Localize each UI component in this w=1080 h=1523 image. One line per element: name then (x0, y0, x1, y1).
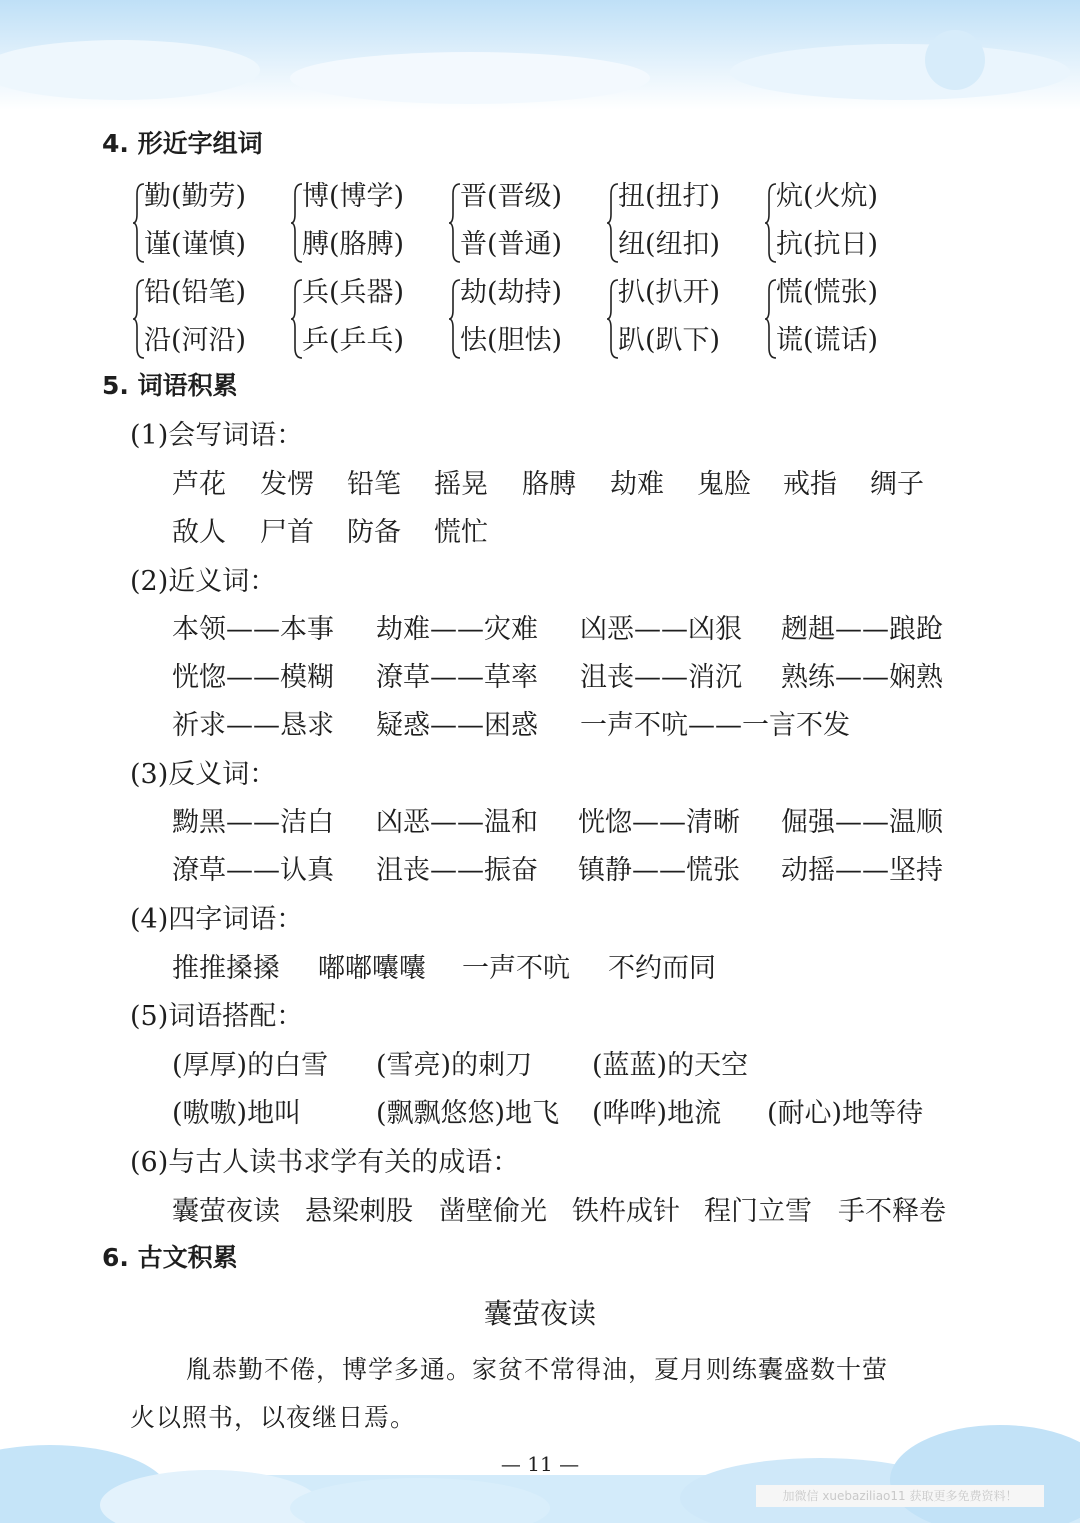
collocation-item: (嗷嗷)地叫 (172, 1098, 302, 1129)
char-pair (290, 182, 430, 274)
classical-text-title: 囊萤夜读 (483, 1297, 596, 1330)
antonym-pair: 沮丧——振奋 (376, 855, 538, 886)
antonym-pair: 黝黑——洁白 (172, 807, 334, 838)
antonym-pair: 倔强——温顺 (781, 807, 943, 838)
word-item: 鬼脸 (697, 469, 751, 500)
synonym-pair: 凶恶——凶狠 (580, 614, 742, 645)
word-item: 绸子 (870, 469, 924, 500)
antonym-pair: 镇静——慌张 (578, 855, 740, 886)
char-word-top: 勤(勤劳) (144, 181, 247, 212)
char-word-bottom: 趴(趴下) (618, 325, 721, 356)
idiom-item: 一声不吭 (462, 953, 570, 984)
top-cloud-banner (0, 0, 1080, 110)
section-5-heading: 5. 词语积累 (102, 371, 238, 400)
subsection-title: (6)与古人读书求学有关的成语： (130, 1147, 520, 1178)
word-item: 铅笔 (347, 469, 401, 500)
idiom-item: 不约而同 (608, 953, 716, 984)
collocation-item: (哗哗)地流 (592, 1098, 722, 1129)
char-pair (132, 278, 272, 370)
synonym-pair: 沮丧——消沉 (580, 662, 742, 693)
classical-text-line: 火以照书，以夜继日焉。 (130, 1403, 417, 1432)
subsection-title: (5)词语搭配： (130, 1001, 304, 1032)
char-word-top: 扒(扒开) (618, 277, 721, 308)
synonym-pair: 疑惑——困惑 (376, 710, 538, 741)
collocation-item: (飘飘悠悠)地飞 (376, 1098, 560, 1129)
word-item: 胳膊 (522, 469, 576, 500)
synonym-pair: 劫难——灾难 (376, 614, 538, 645)
idiom-item: 铁杵成针 (572, 1196, 680, 1227)
synonym-pair: 趔趄——踉跄 (781, 614, 943, 645)
idiom-item: 凿壁偷光 (439, 1196, 547, 1227)
antonym-pair: 潦草——认真 (172, 855, 334, 886)
char-pair (290, 278, 430, 370)
idiom-item: 手不释卷 (838, 1196, 946, 1227)
char-pair (764, 182, 904, 274)
char-word-top: 劫(劫持) (460, 277, 563, 308)
idiom-item: 推推搡搡 (172, 953, 280, 984)
section-6-heading: 6. 古文积累 (102, 1243, 238, 1272)
subsection-title: (3)反义词： (130, 759, 277, 790)
idiom-item: 嘟嘟囔囔 (318, 953, 426, 984)
char-word-bottom: 乒(乒乓) (302, 325, 405, 356)
char-pair (606, 278, 746, 370)
synonym-pair: 祈求——恳求 (172, 710, 334, 741)
char-word-top: 扭(扭打) (618, 181, 721, 212)
char-word-bottom: 谎(谎话) (776, 325, 879, 356)
char-word-bottom: 纽(纽扣) (618, 229, 721, 260)
antonym-pair: 凶恶——温和 (376, 807, 538, 838)
word-item: 芦花 (172, 469, 226, 500)
char-pair (132, 182, 272, 274)
word-item: 敌人 (172, 517, 226, 548)
antonym-pair: 动摇——坚持 (781, 855, 943, 886)
subsection-title: (2)近义词： (130, 566, 277, 597)
word-item: 防备 (347, 517, 401, 548)
word-item: 劫难 (610, 469, 664, 500)
char-word-bottom: 谨(谨慎) (144, 229, 247, 260)
synonym-pair: 熟练——娴熟 (781, 662, 943, 693)
synonym-pair: 恍惚——模糊 (172, 662, 334, 693)
char-pair (606, 182, 746, 274)
word-item: 戒指 (783, 469, 837, 500)
subsection-title: (1)会写词语： (130, 420, 304, 451)
char-word-bottom: 怯(胆怯) (460, 325, 563, 356)
collocation-item: (雪亮)的刺刀 (376, 1050, 533, 1081)
subsection-title: (4)四字词语： (130, 904, 304, 935)
word-item: 尸首 (260, 517, 314, 548)
synonym-pair: 潦草——草率 (376, 662, 538, 693)
char-pair (448, 182, 588, 274)
idiom-item: 程门立雪 (704, 1196, 812, 1227)
antonym-pair: 恍惚——清晰 (578, 807, 740, 838)
char-pair (764, 278, 904, 370)
char-word-bottom: 普(普通) (460, 229, 563, 260)
char-word-bottom: 膊(胳膊) (302, 229, 405, 260)
classical-text-line: 胤恭勤不倦，博学多通。家贫不常得油，夏月则练囊盛数十萤 (186, 1355, 889, 1384)
collocation-item: (厚厚)的白雪 (172, 1050, 329, 1081)
char-word-bottom: 沿(河沿) (144, 325, 247, 356)
collocation-item: (蓝蓝)的天空 (592, 1050, 749, 1081)
synonym-pair: 一声不吭——一言不发 (580, 710, 850, 741)
page-number: — 11 — (500, 1452, 580, 1476)
char-word-top: 慌(慌张) (776, 277, 879, 308)
char-word-top: 兵(兵器) (302, 277, 405, 308)
section-4-heading: 4. 形近字组词 (102, 129, 263, 158)
char-word-top: 铅(铅笔) (144, 277, 247, 308)
char-word-top: 炕(火炕) (776, 181, 879, 212)
char-word-top: 博(博学) (302, 181, 405, 212)
word-item: 摇晃 (434, 469, 488, 500)
word-item: 慌忙 (434, 517, 488, 548)
char-pair (448, 278, 588, 370)
watermark: 加微信 xuebaziliao11 获取更多免费资料！ (756, 1485, 1044, 1507)
char-word-top: 晋(晋级) (460, 181, 563, 212)
synonym-pair: 本领——本事 (172, 614, 334, 645)
char-word-bottom: 抗(抗日) (776, 229, 879, 260)
idiom-item: 悬梁刺股 (305, 1196, 413, 1227)
word-item: 发愣 (260, 469, 314, 500)
collocation-item: (耐心)地等待 (767, 1098, 924, 1129)
idiom-item: 囊萤夜读 (172, 1196, 280, 1227)
